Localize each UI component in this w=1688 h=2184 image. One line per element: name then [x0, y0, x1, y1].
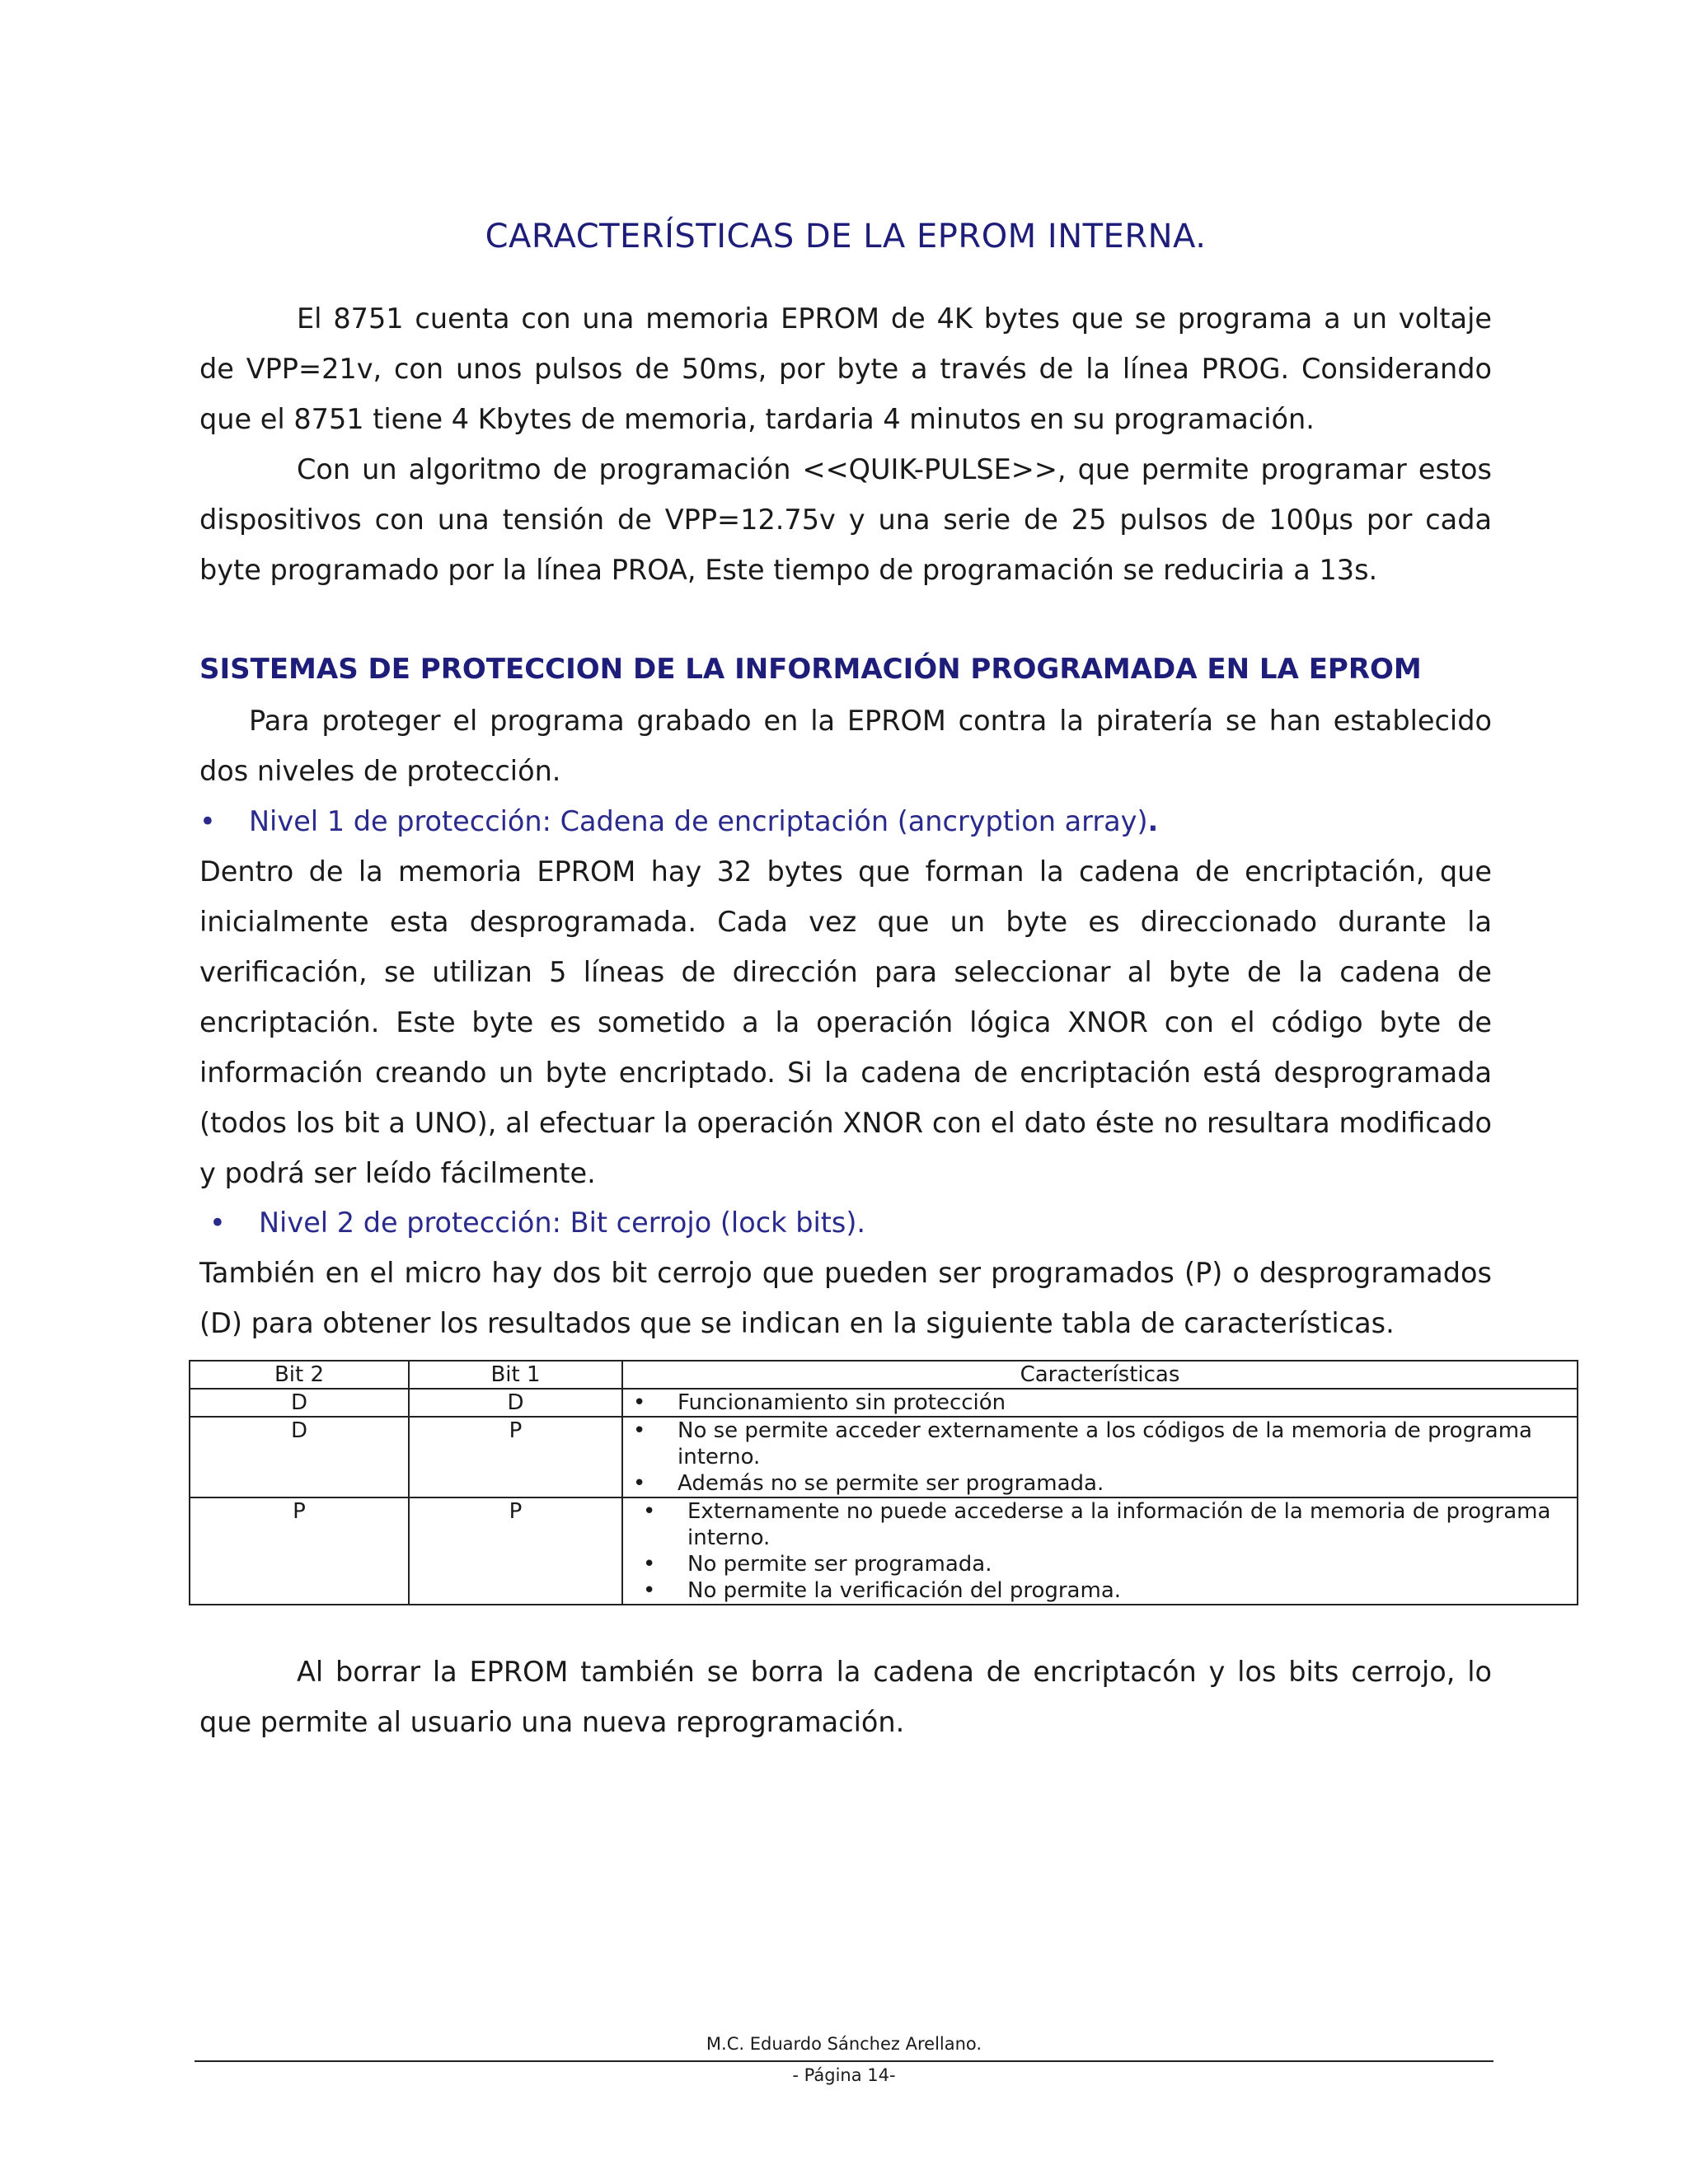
cell-characteristics — [622, 1417, 1578, 1497]
bullet-level-1 — [199, 796, 1492, 846]
list-item: • No permite la verificación del programa. — [628, 1577, 1572, 1604]
paragraph-encryption: Dentro de la memoria EPROM hay 32 bytes que forman la cadena de encriptación, que inicialmente esta desprogramada. Cada vez que un byte es direccionado durante la verificación, se utilizan 5 líneas de dirección para seleccionar al byte de la cadena de encriptación. Este byte es sometido a la operación lógica XNOR con el código byte de información creando un byte encriptado. Si la cadena de encriptación está desprogramada (todos los bit a UNO), al efectuar la operación XNOR con el dato éste no resultara modificado y podrá ser leído fácilmente. — [199, 855, 1492, 1189]
bullet-level-1-period: . — [1147, 805, 1159, 837]
cell-characteristics — [622, 1389, 1578, 1417]
bullet-icon: • — [209, 1207, 226, 1239]
paragraph-quik-pulse: Con un algoritmo de programación <<QUIK-PULSE>>, que permite programar estos dispositivos con una tensión de VPP=12.75v y una serie de 25 pulsos de 100µs por cada byte programado por la línea PROA, Este tiempo de programación se reduciria a 13s. — [199, 453, 1492, 586]
cell-bit2: P — [190, 1497, 409, 1605]
bullet-icon: • — [199, 805, 216, 837]
cell-bit1: D — [409, 1389, 622, 1417]
list-item: • Además no se permite ser programada. — [628, 1470, 1572, 1497]
list-item: • Externamente no puede accederse a la información de la memoria de programa interno. — [628, 1498, 1572, 1551]
bullet-level-2 — [209, 1197, 1502, 1248]
cell-bit2: D — [190, 1417, 409, 1497]
cell-bit1: P — [409, 1497, 622, 1605]
bullet-level-2-text: Nivel 2 de protección: Bit cerrojo (lock bits). — [259, 1207, 866, 1239]
characteristics-table — [189, 1360, 1578, 1605]
table-row — [190, 1497, 1578, 1605]
footer-author: M.C. Eduardo Sánchez Arellano. — [706, 2034, 982, 2054]
table-row — [190, 1417, 1578, 1497]
paragraph-eprom-intro: El 8751 cuenta con una memoria EPROM de 4K bytes que se programa a un voltaje de VPP=21v, con unos pulsos de 50ms, por byte a través de la línea PROG. Considerando que el 8751 tiene 4 Kbytes de memoria, tardaria 4 minutos en su programación. — [199, 302, 1492, 435]
paragraph-erase: Al borrar la EPROM también se borra la cadena de encriptacón y los bits cerrojo, lo que permite al usuario una nueva reprogramación. — [199, 1656, 1492, 1738]
list-item: • Funcionamiento sin protección — [628, 1390, 1572, 1416]
list-item: • No permite ser programada. — [628, 1551, 1572, 1577]
cell-bit2: D — [190, 1389, 409, 1417]
header-bit1: Bit 1 — [409, 1361, 622, 1389]
bullet-level-1-text: Nivel 1 de protección: Cadena de encriptación (ancryption array) — [249, 805, 1148, 837]
header-characteristics: Características — [622, 1361, 1578, 1389]
paragraph-lock-bits: También en el micro hay dos bit cerrojo que pueden ser programados (P) o desprogramados (D) para obtener los resultados que se indican en la siguiente tabla de características. — [199, 1257, 1492, 1339]
section-heading: SISTEMAS DE PROTECCION DE LA INFORMACIÓN PROGRAMADA EN LA EPROM — [199, 653, 1422, 686]
paragraph-protection-intro: Para proteger el programa grabado en la EPROM contra la piratería se han establecido dos niveles de protección. — [199, 705, 1492, 787]
table-header-row — [190, 1361, 1578, 1389]
list-item: • No se permite acceder externamente a los códigos de la memoria de programa interno. — [628, 1418, 1572, 1470]
footer-divider — [195, 2060, 1493, 2062]
page-title: CARACTERÍSTICAS DE LA EPROM INTERNA. — [485, 218, 1207, 255]
table-row — [190, 1389, 1578, 1417]
footer-page-number: - Página 14- — [792, 2065, 896, 2085]
cell-bit1: P — [409, 1417, 622, 1497]
header-bit2: Bit 2 — [190, 1361, 409, 1389]
cell-characteristics — [622, 1497, 1578, 1605]
